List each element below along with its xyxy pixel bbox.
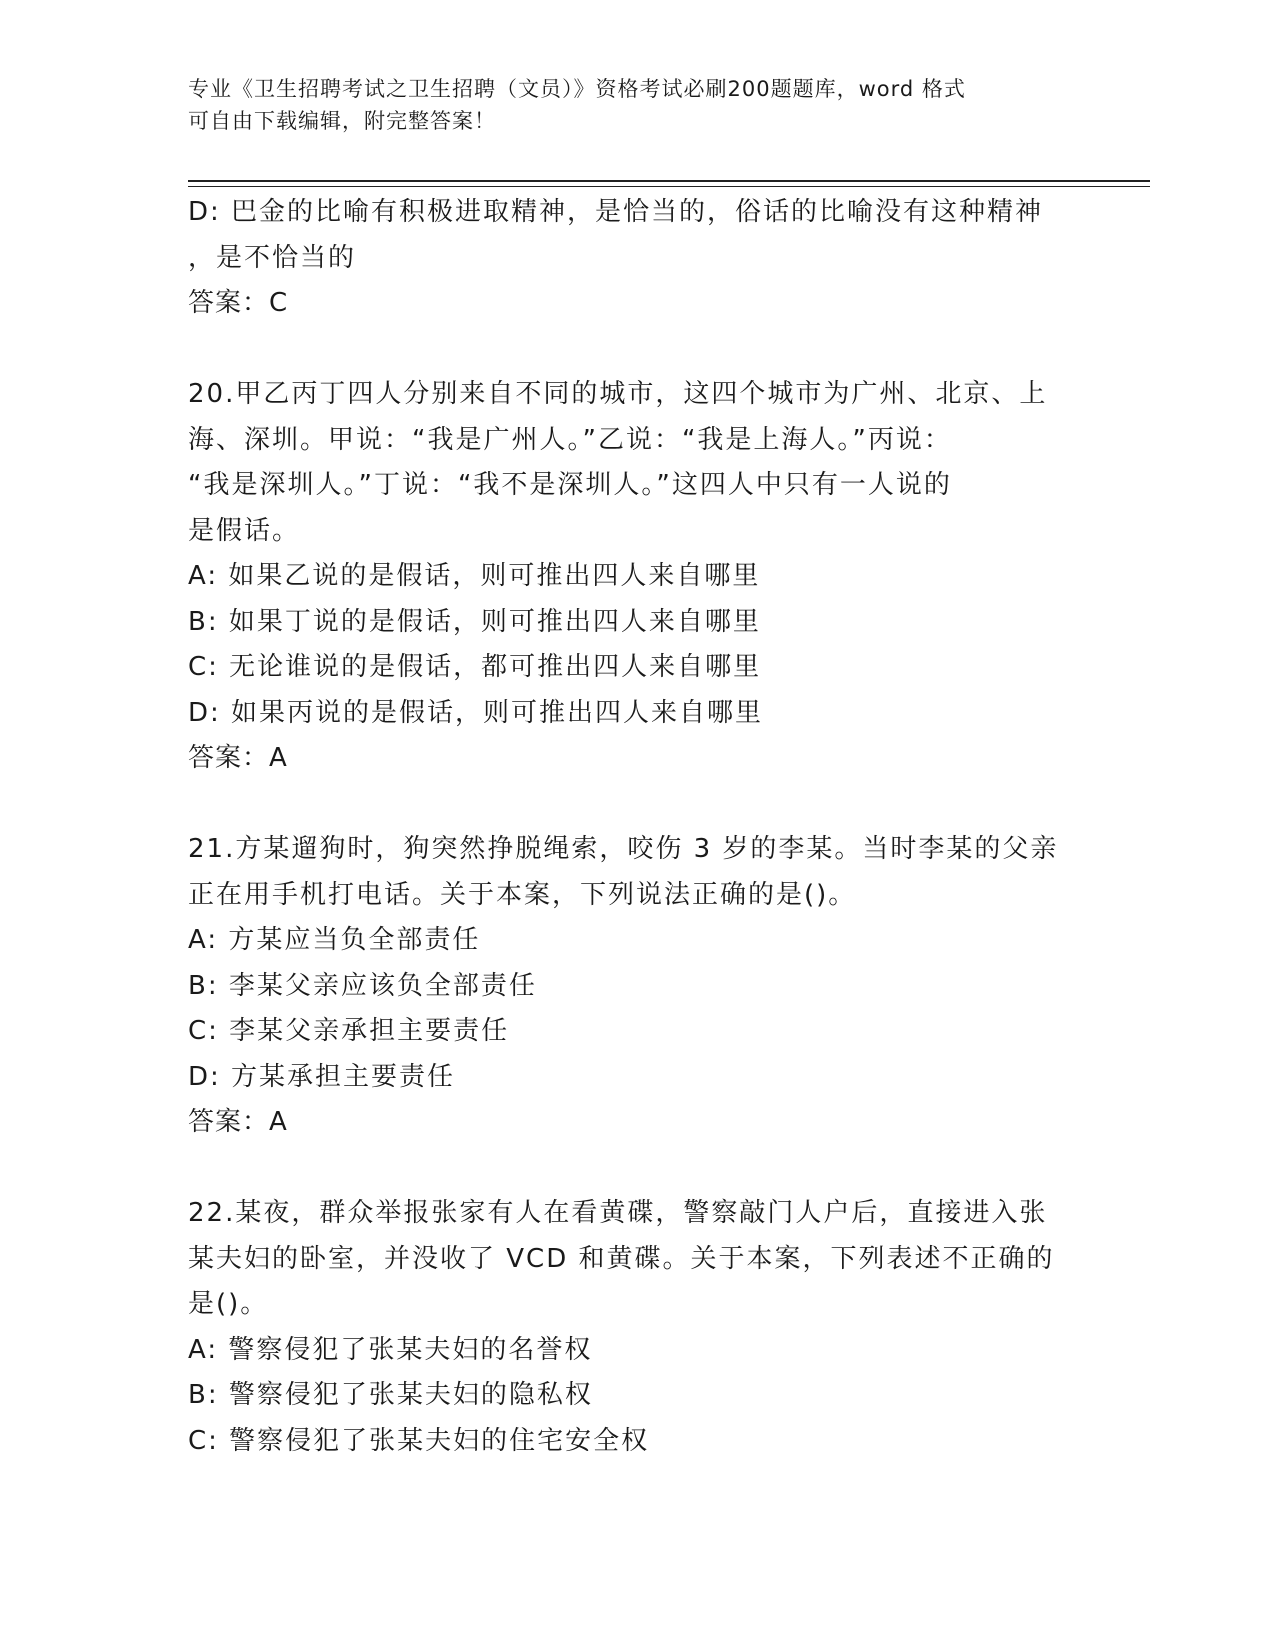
question-stem: 是假话。: [188, 515, 301, 546]
question-stem: 某夫妇的卧室，并没收了 VCD 和黄碟。关于本案，下列表述不正确的: [188, 1243, 1055, 1274]
option-b: B: 李某父亲应该负全部责任: [188, 970, 537, 1001]
spacer: [188, 782, 1088, 828]
option-c: C: 无论谁说的是假话，都可推出四人来自哪里: [188, 652, 762, 682]
page-header: [188, 73, 1088, 137]
question-stem: “我是深圳人。”丁说：“我不是深圳人。”这四人中只有一人说的: [188, 470, 952, 500]
option-b: B: 如果丁说的是假话，则可推出四人来自哪里: [188, 606, 761, 637]
option-d: D: 方某承担主要责任: [188, 1061, 456, 1092]
option-d: D: 如果丙说的是假话，则可推出四人来自哪里: [188, 697, 764, 728]
answer-line: 答案：A: [188, 1107, 288, 1137]
question-stem: 22.某夜，群众举报张家有人在看黄碟，警察敲门人户后，直接进入张: [188, 1198, 1048, 1228]
option-c: C: 警察侵犯了张某夫妇的住宅安全权: [188, 1425, 650, 1456]
question-20: [188, 372, 1088, 782]
option-b: B: 警察侵犯了张某夫妇的隐私权: [188, 1380, 593, 1410]
option-a: A: 警察侵犯了张某夫妇的名誉权: [188, 1334, 593, 1365]
question-stem: 21.方某遛狗时，狗突然挣脱绳索，咬伤 3 岁的李某。当时李某的父亲: [188, 834, 1059, 864]
option-a: A: 方某应当负全部责任: [188, 925, 481, 955]
spacer: [188, 1146, 1088, 1192]
spacer: [188, 327, 1088, 373]
answer-line: 答案：A: [188, 743, 288, 773]
question-content: [188, 190, 1088, 1464]
question-stem: 20.甲乙丙丁四人分别来自不同的城市，这四个城市为广州、北京、上: [188, 379, 1048, 409]
option-line: ，是不恰当的: [188, 242, 357, 273]
answer-line: 答案：C: [188, 288, 289, 318]
header-divider-thin: [188, 186, 1150, 187]
question-21: [188, 827, 1088, 1146]
question-stem: 是()。: [188, 1289, 269, 1319]
option-c: C: 李某父亲承担主要责任: [188, 1016, 510, 1046]
header-line: 专业《卫生招聘考试之卫生招聘（文员）》资格考试必刷200题题库，word 格式: [188, 77, 966, 101]
question-stem: 海、深圳。甲说：“我是广州人。”乙说：“我是上海人。”丙说：: [188, 424, 952, 455]
question-stem: 正在用手机打电话。关于本案，下列说法正确的是()。: [188, 879, 857, 910]
option-a: A: 如果乙说的是假话，则可推出四人来自哪里: [188, 561, 761, 591]
header-divider: [188, 180, 1150, 182]
option-line: D: 巴金的比喻有积极进取精神，是恰当的，俗话的比喻没有这种精神: [188, 197, 1044, 227]
question-22: [188, 1191, 1088, 1464]
header-line: 可自由下载编辑，附完整答案！: [188, 109, 496, 133]
